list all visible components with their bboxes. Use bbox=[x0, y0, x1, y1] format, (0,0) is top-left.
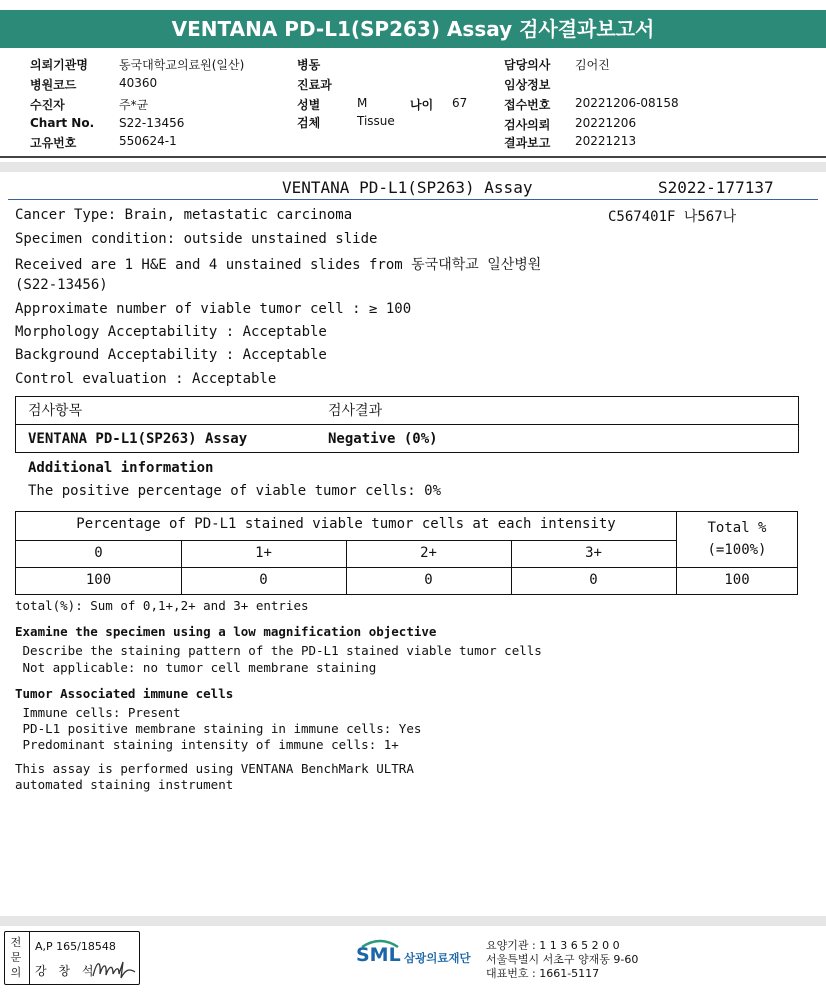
specimen-value: Tissue bbox=[357, 114, 395, 128]
ward-label: 병동 bbox=[297, 58, 321, 72]
request-date-label: 검사의뢰 bbox=[504, 118, 551, 132]
institution-code: 요양기관 : 1 1 3 6 5 2 0 0 bbox=[486, 939, 620, 952]
divider bbox=[0, 156, 826, 158]
org-name: 삼광의료재단 bbox=[404, 951, 471, 965]
pct-table-header: Percentage of PD-L1 stained viable tumor cells at each intensity bbox=[76, 516, 616, 532]
signature-icon bbox=[91, 956, 137, 982]
divider-band bbox=[0, 162, 826, 172]
ap-number: A,P 165/18548 bbox=[35, 940, 116, 953]
institution-label: 의뢰기관명 bbox=[30, 58, 88, 72]
phone: 대표번호 : 1661-5117 bbox=[486, 967, 600, 980]
institution-value: 동국대학교의료원(일산) bbox=[119, 58, 245, 72]
examine-title: Examine the specimen using a low magnification objective bbox=[15, 624, 437, 639]
specialist-label: 전 문 의 bbox=[10, 936, 22, 979]
request-date-value: 20221206 bbox=[575, 116, 637, 130]
hospital-code-value: 40360 bbox=[119, 76, 158, 90]
control-line: Control evaluation : Acceptable bbox=[15, 371, 277, 387]
reference-line: (S22-13456) bbox=[15, 277, 108, 293]
tumor-line-1: Immune cells: Present bbox=[15, 705, 181, 720]
chart-no-value: S22-13456 bbox=[119, 116, 185, 130]
intensity-1plus: 1+ bbox=[255, 545, 272, 561]
percentage-table bbox=[15, 511, 798, 595]
sex-label: 성별 bbox=[297, 98, 321, 112]
doctor-value: 김어진 bbox=[575, 58, 610, 72]
doctor-name: 강 창 석 bbox=[35, 964, 98, 978]
address: 서울특별시 서초구 양재동 9-60 bbox=[486, 953, 639, 966]
clinical-info-label: 임상정보 bbox=[504, 78, 551, 92]
sml-logo: SML 삼광의료재단 bbox=[356, 938, 486, 976]
sex-value: M bbox=[357, 96, 368, 110]
specimen-condition-line: Specimen condition: outside unstained slide bbox=[15, 231, 378, 247]
header-test-result: 검사결과 bbox=[328, 403, 383, 419]
report-title: VENTANA PD-L1(SP263) Assay 검사결과보고서 bbox=[0, 10, 826, 48]
tumor-immune-title: Tumor Associated immune cells bbox=[15, 686, 234, 701]
report-date-label: 결과보고 bbox=[504, 136, 551, 150]
received-line: Received are 1 H&E and 4 unstained slides from 동국대학교 일산병원 bbox=[15, 257, 542, 273]
value-1plus: 0 bbox=[259, 572, 268, 588]
table-divider bbox=[16, 424, 798, 425]
hospital-code-label: 병원코드 bbox=[30, 78, 77, 92]
morphology-line: Morphology Acceptability : Acceptable bbox=[15, 324, 327, 340]
receipt-no-value: 20221206-08158 bbox=[575, 96, 679, 110]
assay-note-1: This assay is performed using VENTANA BenchMark ULTRA bbox=[15, 761, 414, 776]
assay-title: VENTANA PD-L1(SP263) Assay bbox=[282, 178, 533, 197]
additional-info-title: Additional information bbox=[28, 460, 214, 476]
patient-label: 수진자 bbox=[30, 98, 65, 112]
header-underline bbox=[8, 199, 818, 200]
dept-label: 진료과 bbox=[297, 78, 332, 92]
age-value: 67 bbox=[452, 96, 468, 110]
value-0: 100 bbox=[85, 572, 112, 588]
examine-line-1: Describe the staining pattern of the PD-L1 stained viable tumor cells bbox=[15, 643, 542, 658]
intensity-3plus: 3+ bbox=[585, 545, 602, 561]
total-header-1: Total % bbox=[707, 520, 767, 536]
patient-info-section bbox=[0, 52, 826, 152]
value-3plus: 0 bbox=[589, 572, 598, 588]
unique-no-value: 550624-1 bbox=[119, 134, 177, 148]
receipt-no-label: 접수번호 bbox=[504, 98, 551, 112]
patient-value: 주*균 bbox=[119, 98, 149, 112]
test-item-value: VENTANA PD-L1(SP263) Assay bbox=[28, 431, 248, 447]
total-header-2: (=100%) bbox=[707, 542, 767, 558]
assay-note-2: automated staining instrument bbox=[15, 777, 234, 792]
tumor-line-2: PD-L1 positive membrane staining in immune cells: Yes bbox=[15, 721, 422, 736]
report-header bbox=[0, 176, 826, 200]
unique-no-label: 고유번호 bbox=[30, 136, 77, 150]
footer-info bbox=[486, 939, 638, 981]
cancer-type-line: Cancer Type: Brain, metastatic carcinoma bbox=[15, 207, 353, 223]
tumor-line-3: Predominant staining intensity of immune cells: 1+ bbox=[15, 737, 399, 752]
age-label: 나이 bbox=[410, 98, 434, 112]
footer-band bbox=[0, 916, 826, 926]
result-table bbox=[15, 396, 799, 453]
viable-tumor-line: Approximate number of viable tumor cell : ≥ 100 bbox=[15, 301, 412, 317]
specimen-code: C567401F 나567나 bbox=[608, 209, 737, 225]
pathologist-signature-box bbox=[4, 931, 140, 985]
examine-line-2: Not applicable: no tumor cell membrane staining bbox=[15, 660, 377, 675]
header-test-item: 검사항목 bbox=[28, 403, 83, 419]
specimen-label: 검체 bbox=[297, 116, 321, 130]
value-total: 100 bbox=[724, 572, 750, 588]
report-number: S2022-177137 bbox=[658, 178, 774, 197]
doctor-label: 담당의사 bbox=[504, 58, 551, 72]
additional-info-text: The positive percentage of viable tumor cells: 0% bbox=[28, 483, 442, 499]
intensity-2plus: 2+ bbox=[420, 545, 437, 561]
report-date-value: 20221213 bbox=[575, 134, 637, 148]
intensity-0: 0 bbox=[94, 545, 103, 561]
value-2plus: 0 bbox=[424, 572, 433, 588]
background-line: Background Acceptability : Acceptable bbox=[15, 347, 327, 363]
total-note: total(%): Sum of 0,1+,2+ and 3+ entries bbox=[15, 598, 309, 613]
test-result-value: Negative (0%) bbox=[328, 431, 438, 447]
chart-no-label: Chart No. bbox=[30, 116, 95, 130]
